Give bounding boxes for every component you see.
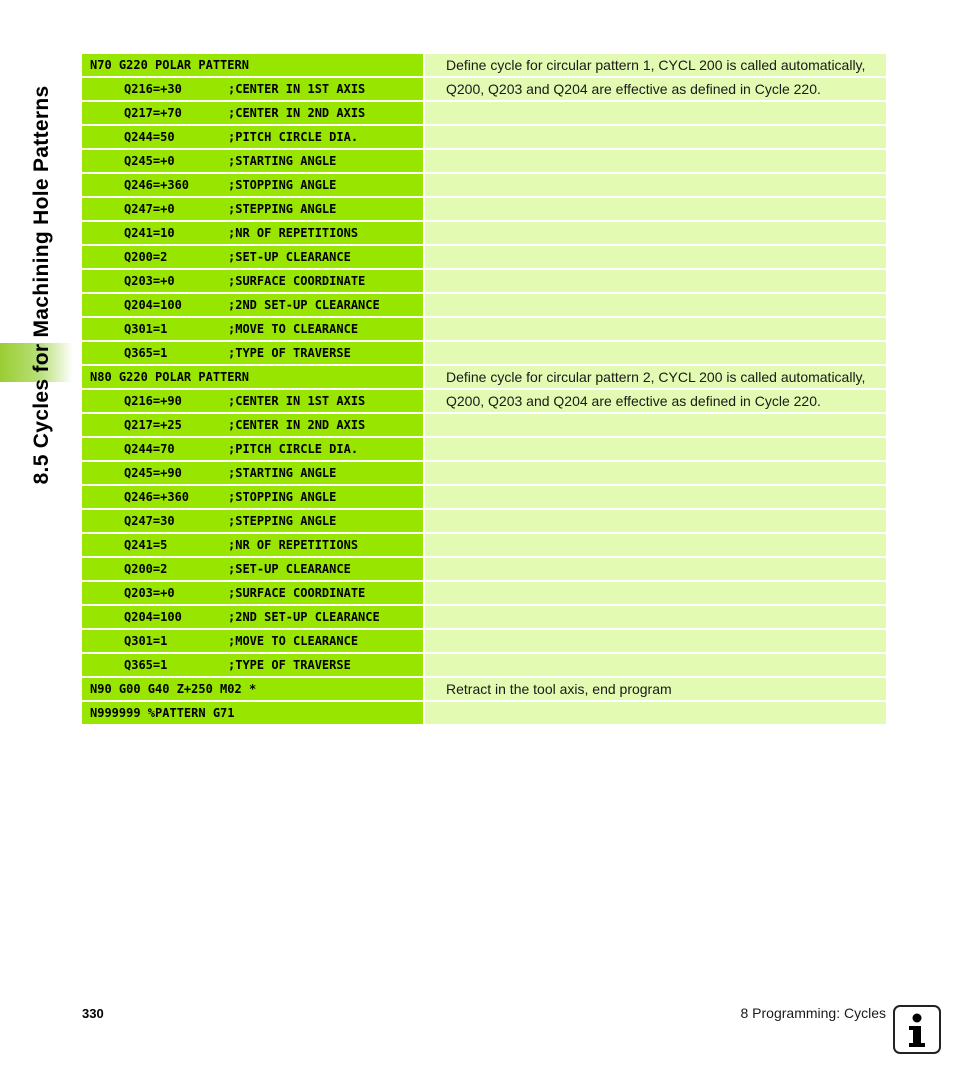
description-cell: [425, 270, 886, 292]
nc-code-cell: [82, 54, 423, 76]
program-row: [82, 78, 886, 100]
description-cell: Define cycle for circular pattern 1, CYCL 200 is called automatically,: [425, 54, 886, 76]
program-row: [82, 438, 886, 460]
nc-code-block: N80 G220 POLAR PATTERN: [90, 370, 249, 384]
info-icon: [893, 1005, 941, 1054]
program-row: [82, 390, 886, 412]
nc-code-cell: [82, 222, 423, 244]
description-cell: [425, 534, 886, 556]
nc-code-block: Q365=1: [124, 658, 168, 672]
program-row: [82, 486, 886, 508]
nc-code-comment: ;SET-UP CLEARANCE: [228, 562, 351, 576]
nc-code-block: Q203=+0: [124, 586, 175, 600]
description-cell: [425, 438, 886, 460]
nc-code-comment: ;STOPPING ANGLE: [228, 490, 337, 504]
nc-code-cell: [82, 438, 423, 460]
program-row: [82, 702, 886, 724]
nc-code-block: Q301=1: [124, 634, 168, 648]
description-cell: [425, 486, 886, 508]
program-row: [82, 510, 886, 532]
nc-code-cell: [82, 630, 423, 652]
description-cell: [425, 462, 886, 484]
description-cell: [425, 558, 886, 580]
nc-code-comment: ;2ND SET-UP CLEARANCE: [228, 298, 380, 312]
nc-code-cell: [82, 582, 423, 604]
nc-code-block: Q247=+0: [124, 202, 175, 216]
nc-code-block: N70 G220 POLAR PATTERN: [90, 58, 249, 72]
nc-code-comment: ;STEPPING ANGLE: [228, 514, 337, 528]
program-row: [82, 150, 886, 172]
nc-code-comment: ;STARTING ANGLE: [228, 466, 337, 480]
description-cell: [425, 582, 886, 604]
nc-code-comment: ;PITCH CIRCLE DIA.: [228, 130, 359, 144]
nc-code-block: Q216=+30: [124, 82, 182, 96]
nc-code-cell: [82, 678, 423, 700]
program-row: [82, 606, 886, 628]
description-cell: Define cycle for circular pattern 2, CYCL 200 is called automatically,: [425, 366, 886, 388]
nc-code-cell: [82, 342, 423, 364]
description-cell: Q200, Q203 and Q204 are effective as defined in Cycle 220.: [425, 390, 886, 412]
nc-code-block: Q246=+360: [124, 490, 190, 504]
nc-code-cell: [82, 174, 423, 196]
nc-code-comment: ;STOPPING ANGLE: [228, 178, 337, 192]
nc-code-cell: [82, 510, 423, 532]
program-row: [82, 534, 886, 556]
program-row: [82, 54, 886, 76]
description-cell: [425, 198, 886, 220]
program-row: [82, 582, 886, 604]
description-cell: Retract in the tool axis, end program: [425, 678, 886, 700]
program-row: [82, 558, 886, 580]
nc-code-block: Q216=+90: [124, 394, 182, 408]
description-cell: [425, 654, 886, 676]
nc-code-block: Q244=50: [124, 130, 175, 144]
program-row: [82, 678, 886, 700]
program-row: [82, 222, 886, 244]
nc-code-comment: ;MOVE TO CLEARANCE: [228, 322, 359, 336]
page-number: 330: [82, 1006, 104, 1021]
nc-code-comment: ;STARTING ANGLE: [228, 154, 337, 168]
nc-code-comment: ;PITCH CIRCLE DIA.: [228, 442, 359, 456]
description-cell: [425, 150, 886, 172]
description-cell: [425, 510, 886, 532]
nc-code-cell: [82, 198, 423, 220]
program-row: [82, 126, 886, 148]
nc-code-comment: ;2ND SET-UP CLEARANCE: [228, 610, 380, 624]
nc-code-block: Q245=+90: [124, 466, 182, 480]
nc-code-cell: [82, 558, 423, 580]
description-cell: [425, 606, 886, 628]
program-row: [82, 630, 886, 652]
nc-code-comment: ;CENTER IN 1ST AXIS: [228, 82, 366, 96]
program-row: [82, 246, 886, 268]
nc-code-comment: ;CENTER IN 2ND AXIS: [228, 418, 366, 432]
nc-code-block: Q247=30: [124, 514, 175, 528]
nc-code-block: N999999 %PATTERN G71: [90, 706, 235, 720]
nc-code-cell: [82, 702, 423, 724]
description-cell: [425, 102, 886, 124]
nc-code-block: Q200=2: [124, 250, 168, 264]
program-row: [82, 294, 886, 316]
nc-code-cell: [82, 390, 423, 412]
nc-code-block: Q203=+0: [124, 274, 175, 288]
description-cell: [425, 174, 886, 196]
nc-code-block: Q241=10: [124, 226, 175, 240]
program-row: [82, 414, 886, 436]
program-row: [82, 174, 886, 196]
nc-code-cell: [82, 486, 423, 508]
nc-code-cell: [82, 654, 423, 676]
nc-code-cell: [82, 150, 423, 172]
nc-code-cell: [82, 318, 423, 340]
nc-code-cell: [82, 246, 423, 268]
nc-code-block: Q217=+70: [124, 106, 182, 120]
program-row: [82, 198, 886, 220]
nc-code-cell: [82, 78, 423, 100]
nc-code-block: Q200=2: [124, 562, 168, 576]
nc-code-cell: [82, 534, 423, 556]
description-cell: [425, 630, 886, 652]
description-cell: [425, 294, 886, 316]
description-cell: [425, 246, 886, 268]
nc-code-block: Q217=+25: [124, 418, 182, 432]
program-row: [82, 654, 886, 676]
nc-code-comment: ;TYPE OF TRAVERSE: [228, 346, 351, 360]
nc-code-block: Q246=+360: [124, 178, 190, 192]
nc-code-cell: [82, 270, 423, 292]
nc-code-block: Q204=100: [124, 610, 182, 624]
nc-code-cell: [82, 366, 423, 388]
program-row: [82, 366, 886, 388]
nc-code-comment: ;TYPE OF TRAVERSE: [228, 658, 351, 672]
nc-code-cell: [82, 606, 423, 628]
description-cell: [425, 318, 886, 340]
nc-code-comment: ;SURFACE COORDINATE: [228, 586, 366, 600]
nc-code-cell: [82, 126, 423, 148]
nc-code-block: Q365=1: [124, 346, 168, 360]
chapter-title: 8.5 Cycles for Machining Hole Patterns: [30, 85, 53, 485]
nc-program-table: [82, 54, 886, 726]
nc-code-comment: ;SET-UP CLEARANCE: [228, 250, 351, 264]
nc-code-cell: [82, 294, 423, 316]
nc-code-cell: [82, 414, 423, 436]
program-row: [82, 462, 886, 484]
nc-code-block: Q204=100: [124, 298, 182, 312]
nc-code-cell: [82, 102, 423, 124]
nc-code-comment: ;CENTER IN 2ND AXIS: [228, 106, 366, 120]
description-cell: [425, 414, 886, 436]
program-row: [82, 270, 886, 292]
nc-code-block: Q244=70: [124, 442, 175, 456]
description-cell: Q200, Q203 and Q204 are effective as defined in Cycle 220.: [425, 78, 886, 100]
nc-code-comment: ;MOVE TO CLEARANCE: [228, 634, 359, 648]
description-cell: [425, 342, 886, 364]
nc-code-block: N90 G00 G40 Z+250 M02 *: [90, 682, 257, 696]
nc-code-comment: ;CENTER IN 1ST AXIS: [228, 394, 366, 408]
program-row: [82, 102, 886, 124]
description-cell: [425, 702, 886, 724]
nc-code-cell: [82, 462, 423, 484]
nc-code-block: Q241=5: [124, 538, 168, 552]
nc-code-block: Q245=+0: [124, 154, 175, 168]
nc-code-comment: ;STEPPING ANGLE: [228, 202, 337, 216]
program-row: [82, 318, 886, 340]
nc-code-comment: ;NR OF REPETITIONS: [228, 538, 359, 552]
nc-code-comment: ;SURFACE COORDINATE: [228, 274, 366, 288]
nc-code-comment: ;NR OF REPETITIONS: [228, 226, 359, 240]
nc-code-block: Q301=1: [124, 322, 168, 336]
description-cell: [425, 126, 886, 148]
footer-chapter-label: 8 Programming: Cycles: [740, 1005, 886, 1021]
program-row: [82, 342, 886, 364]
description-cell: [425, 222, 886, 244]
